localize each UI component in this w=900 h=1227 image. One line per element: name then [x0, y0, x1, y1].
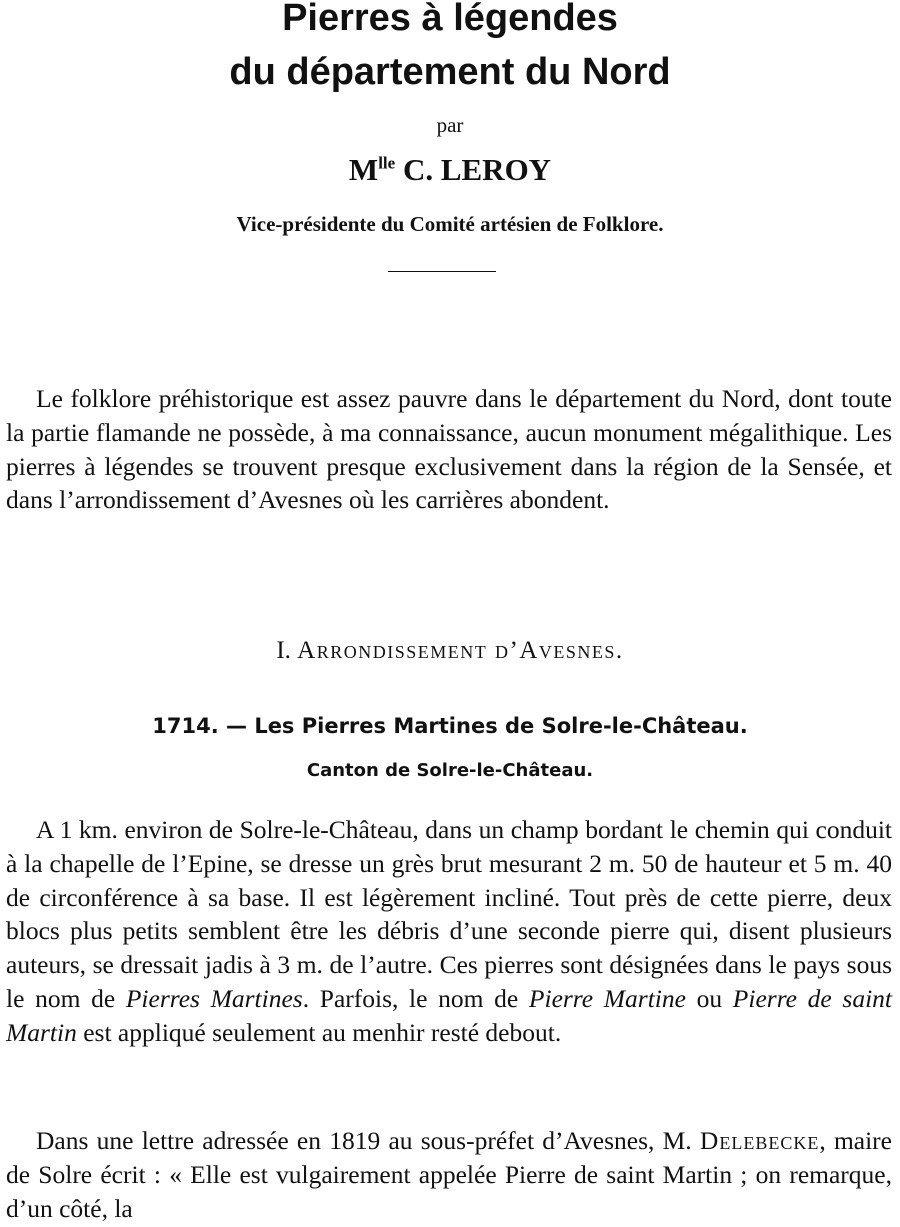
title-divider	[388, 271, 496, 272]
p1-text-c: ou	[685, 983, 733, 1013]
intro-paragraph: Le folklore préhistorique est assez pauvre dans le département du Nord, dont toute la partie flamande ne possède, à ma connaissance, aucun monument mégalithique. Les pierres à légendes se trouvent presque exclusivement dans la région de la Sensée, et dans l’arrondissement d’Avesnes où les carrières abondent.	[6, 384, 892, 515]
p1-italic-pierre-martine: Pierre Martine	[528, 983, 686, 1013]
author-prefix: M	[348, 152, 379, 187]
author	[0, 152, 900, 188]
entry-paragraph-1	[6, 813, 892, 1050]
article-title-line-1: Pierres à légendes	[282, 0, 618, 39]
p2-name-delebecke: Delebecke	[699, 1126, 820, 1155]
entry-canton: Canton de Solre-le-Château.	[306, 760, 594, 781]
article-title-line-2: du département du Nord	[229, 51, 671, 93]
byline-par: par	[436, 113, 464, 137]
entry-heading: 1714. — Les Pierres Martines de Solre-le-Château.	[152, 714, 748, 738]
p2-text-a: Dans une lettre adressée en 1819 au sous-préfet d’Avesnes, M.	[36, 1126, 700, 1155]
p1-text-d: est appliqué seulement au menhir resté debout.	[76, 1017, 562, 1047]
entry-paragraph-2	[6, 1124, 892, 1225]
author-affiliation: Vice-présidente du Comité artésien de Folklore.	[236, 212, 664, 236]
section-numeral: I.	[276, 637, 298, 664]
p1-italic-pierre-saint-martin: Pierre de saint Martin	[6, 983, 893, 1047]
p1-text-a: A 1 km. environ de Solre-le-Château, dans un champ bordant le chemin qui conduit à la chapelle de l’Epine, se dresse un grès brut mesurant 2 m. 50 de hauteur et 5 m. 40 de circonférence à sa base. Il est légèrement incliné. Tout près de cette pierre, deux blocs plus petits semblent être les débris d’une seconde pierre qui, disent plusieurs auteurs, se dressait jadis à 3 m. de l’autre. Ces pierres sont désignées dans le pays sous le nom de	[6, 815, 892, 1013]
p1-text-b: . Parfois, le nom de	[302, 983, 529, 1013]
p2-text-b: , maire de Solre écrit : « Elle est vulgairement appelée Pierre de saint Martin ; on remarque, d’un côté, la	[6, 1126, 892, 1223]
p1-italic-pierres-martines: Pierres Martines	[125, 983, 303, 1013]
section-heading	[0, 637, 900, 665]
section-title: Arrondissement d’Avesnes.	[297, 637, 624, 664]
author-name: C. LEROY	[395, 152, 552, 187]
author-prefix-sup: lle	[378, 153, 396, 173]
